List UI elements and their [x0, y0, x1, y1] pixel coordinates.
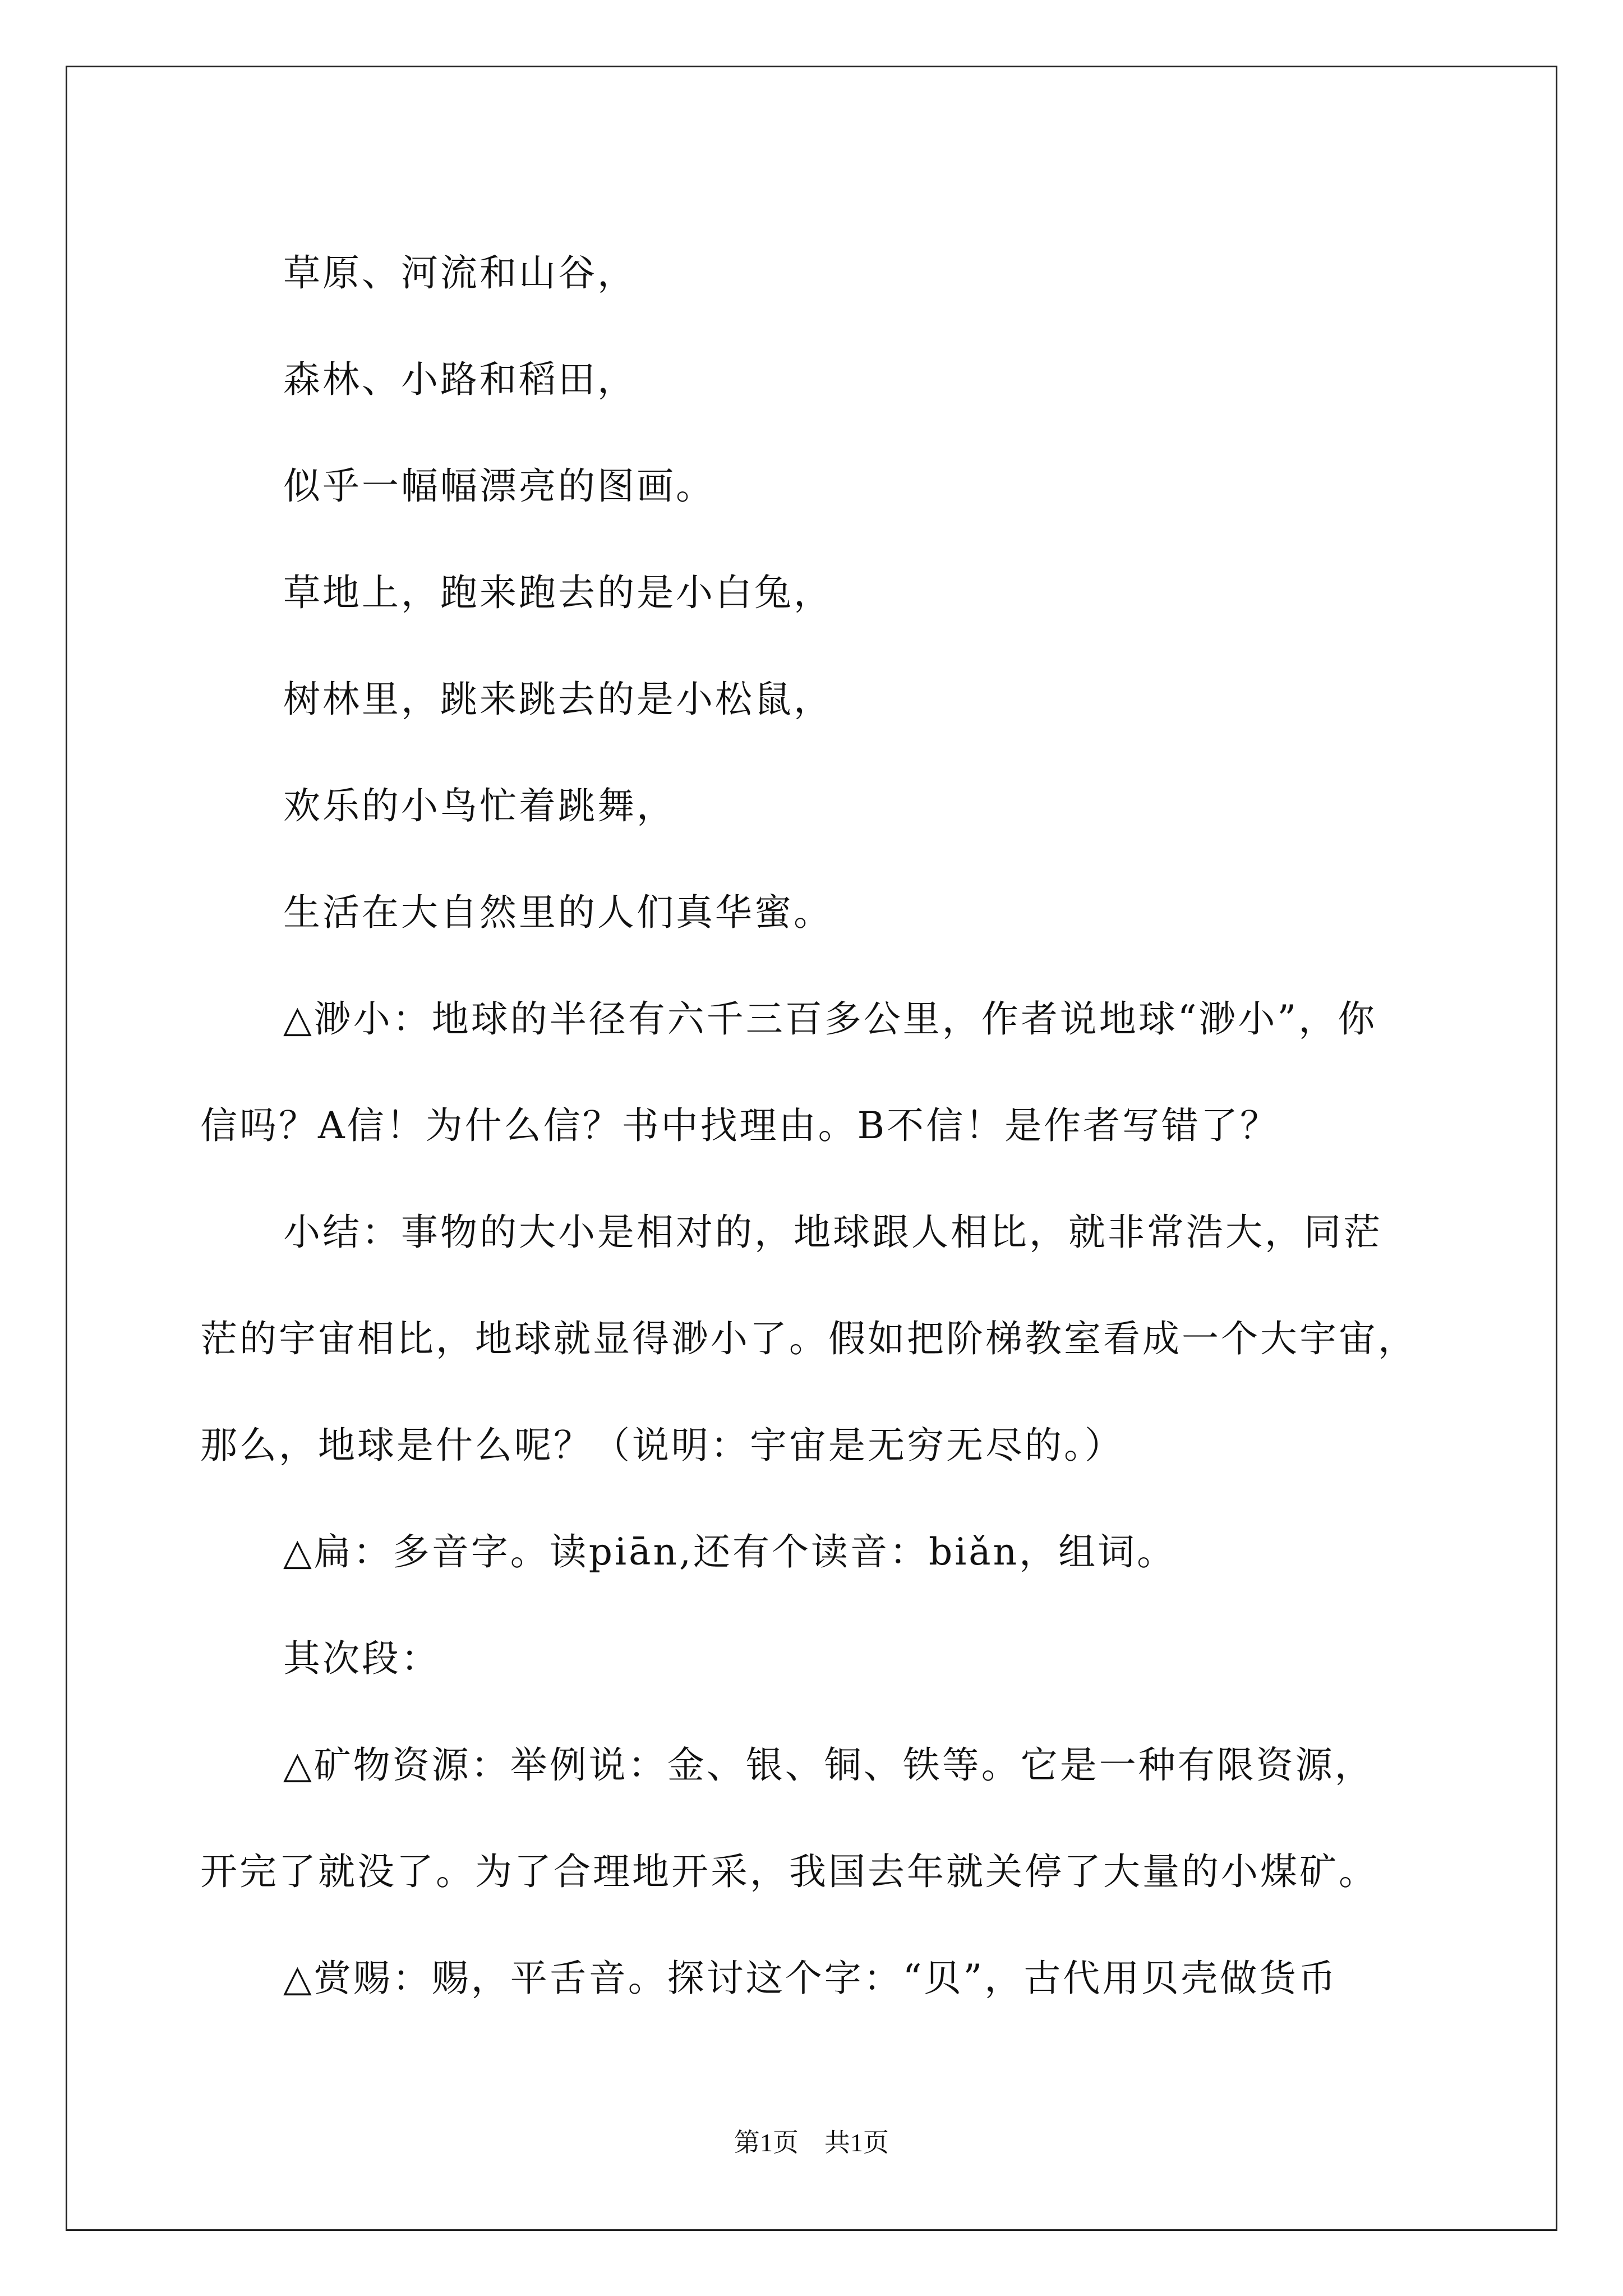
text-line: △扁：多音字。读piān,还有个读音：biǎn，组词。 [283, 1530, 1177, 1573]
text-line: 似乎一幅幅漂亮的图画。 [283, 464, 715, 508]
text-line: △矿物资源：举例说：金、银、铜、铁等。它是一种有限资源， [283, 1743, 1374, 1787]
text-line: 茫的宇宙相比，地球就显得渺小了。假如把阶梯教室看成一个大宇宙， [200, 1317, 1417, 1360]
text-line: 草地上，跑来跑去的是小白兔， [283, 571, 833, 614]
text-line: △赏赐：赐，平舌音。探讨这个字：“贝”，古代用贝壳做货币 [283, 1957, 1338, 2000]
text-line: 其次段： [283, 1637, 440, 1680]
text-line: 那么，地球是什么呢？（说明：宇宙是无穷无尽的。） [200, 1424, 1124, 1467]
text-line: 森林、小路和稻田， [283, 358, 637, 401]
text-line: 小结：事物的大小是相对的，地球跟人相比，就非常浩大，同茫 [283, 1211, 1382, 1254]
text-line: 草原、河流和山谷， [283, 251, 637, 295]
page-footer: 第1页 共1页 [734, 2128, 889, 2157]
text-line: 信吗？A信！为什么信？书中找理由。B不信！是作者写错了？ [200, 1104, 1280, 1147]
text-line: 欢乐的小鸟忙着跳舞， [283, 784, 676, 827]
text-line: 开完了就没了。为了合理地开采，我国去年就关停了大量的小煤矿。 [200, 1850, 1378, 1893]
text-line: 生活在大自然里的人们真华蜜。 [283, 891, 833, 934]
document-body [200, 220, 1480, 2032]
text-line: △渺小：地球的半径有六千三百多公里，作者说地球“渺小”，你 [283, 997, 1377, 1041]
text-line: 树林里，跳来跳去的是小松鼠， [283, 678, 833, 721]
